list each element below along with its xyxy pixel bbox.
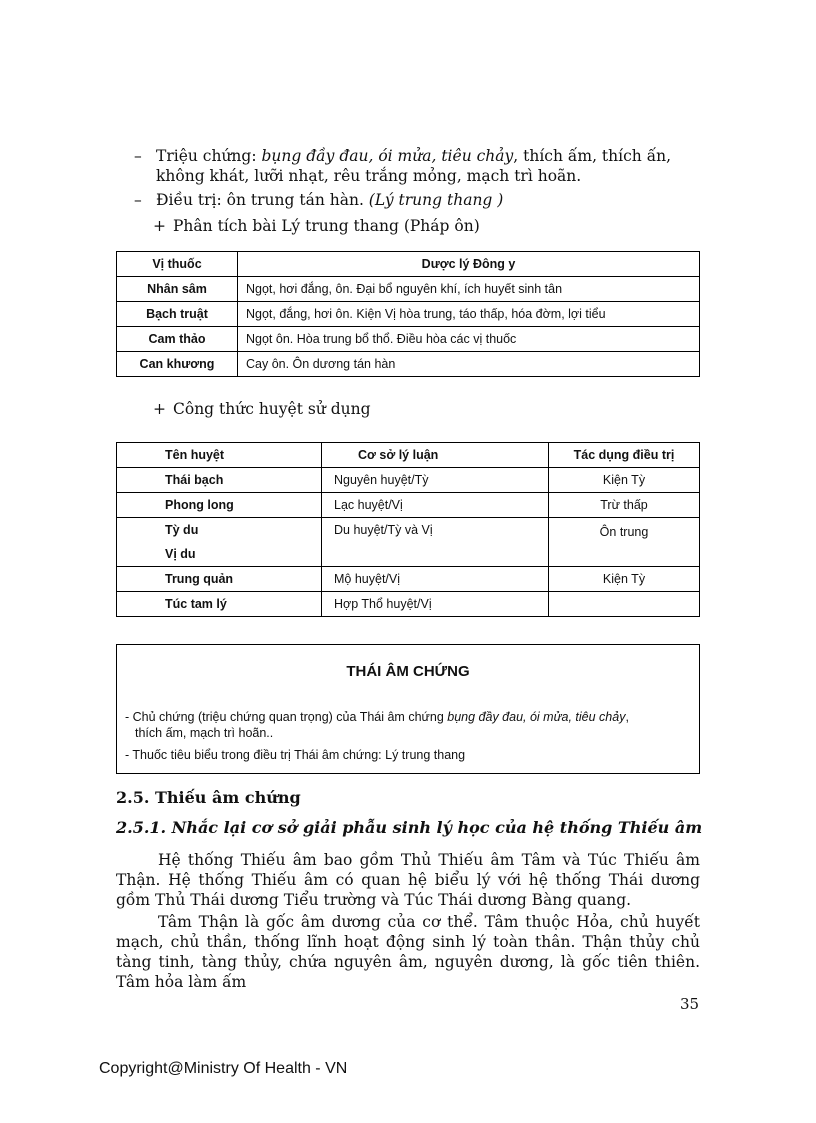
points-header-name: Tên huyệt [117, 443, 322, 468]
plus-bullet: + [153, 400, 166, 418]
section-heading: 2.5. Thiếu âm chứng [116, 788, 301, 807]
point-effect: Trừ thấp [549, 493, 700, 518]
summary-box [116, 644, 700, 774]
point-effect: Ôn trung [549, 518, 700, 567]
table-row [117, 327, 700, 352]
herb-desc: Ngọt, đắng, hơi ôn. Kiện Vị hòa trung, táo thấp, hóa đờm, lợi tiểu [238, 302, 700, 327]
table-row [117, 493, 700, 518]
table-row [117, 352, 700, 377]
herb-table [116, 251, 700, 377]
point-effect: Kiện Tỳ [549, 468, 700, 493]
point-name: Phong long [117, 493, 322, 518]
point-name: Túc tam lý [117, 592, 322, 617]
point-basis: Mộ huyệt/Vị [322, 567, 549, 592]
table-row [117, 518, 700, 567]
point-effect [549, 592, 700, 617]
points-table [116, 442, 700, 617]
herb-desc: Cay ôn. Ôn dương tán hàn [238, 352, 700, 377]
points-header-effect: Tác dụng điều trị [549, 443, 700, 468]
herb-desc: Ngọt, hơi đắng, ôn. Đại bổ nguyên khí, ích huyết sinh tân [238, 277, 700, 302]
herb-header-desc: Dược lý Đông y [238, 252, 700, 277]
page-number: 35 [680, 995, 700, 1013]
treatment-text: Điều trị: ôn trung tán hàn. (Lý trung thang ) [156, 191, 504, 209]
copyright-footer: Copyright@Ministry Of Health - VN [99, 1060, 348, 1077]
dash-bullet: – [134, 191, 142, 209]
point-effect: Kiện Tỳ [549, 567, 700, 592]
herb-name: Cam thảo [117, 327, 238, 352]
herb-name: Can khương [117, 352, 238, 377]
point-basis: Lạc huyệt/Vị [322, 493, 549, 518]
summary-box-title: THÁI ÂM CHỨNG [346, 663, 470, 680]
table-row [117, 277, 700, 302]
points-header-row [117, 443, 700, 468]
points-header-basis: Cơ sở lý luận [322, 443, 549, 468]
table-row [117, 302, 700, 327]
herb-desc: Ngọt ôn. Hòa trung bổ thổ. Điều hòa các vị thuốc [238, 327, 700, 352]
summary-box-chief-complaint: - Chủ chứng (triệu chứng quan trọng) của Thái âm chứng bụng đầy đau, ói mửa, tiêu chảy, thích ấm, mạch trì hoãn.. [125, 710, 629, 740]
herb-name: Bạch truật [117, 302, 238, 327]
analysis-heading: + Phân tích bài Lý trung thang (Pháp ôn) [153, 217, 480, 235]
plus-bullet: + [153, 217, 166, 235]
point-name: Trung quản [117, 567, 322, 592]
paragraph-1: Hệ thống Thiếu âm bao gồm Thủ Thiếu âm Tâm và Túc Thiếu âm Thận. Hệ thống Thiếu âm có quan hệ biểu lý với hệ thống Thái dương gồm Thủ Thái dương Tiểu trường và Túc Thái dương Bàng quang. [116, 851, 700, 909]
symptoms-text: Triệu chứng: bụng đầy đau, ói mửa, tiêu chảy, thích ấm, thích ấn, không khát, lưỡi nhạt, rêu trắng mỏng, mạch trì hoãn. [156, 147, 672, 185]
points-heading: + Công thức huyệt sử dụng [153, 400, 371, 418]
point-basis: Hợp Thổ huyệt/Vị [322, 592, 549, 617]
treatment-item [134, 190, 704, 210]
paragraph-2: Tâm Thận là gốc âm dương của cơ thể. Tâm thuộc Hỏa, chủ huyết mạch, chủ thần, thống lĩnh hoạt động sinh lý toàn thân. Thận thủy chủ tàng tinh, tàng thủy, chứa nguyên âm, nguyên dương, là gốc tiên thiên. Tâm hỏa làm ấm [116, 913, 700, 991]
point-basis: Nguyên huyệt/Tỳ [322, 468, 549, 493]
point-name: Vị du [165, 547, 196, 561]
point-name: Tỳ du [165, 523, 199, 537]
point-basis: Du huyệt/Tỳ và Vị [322, 518, 549, 567]
point-name-pair [117, 518, 322, 567]
table-row [117, 592, 700, 617]
symptoms-item [134, 146, 704, 186]
herb-header-row [117, 252, 700, 277]
dash-bullet: – [134, 147, 142, 165]
herb-name: Nhân sâm [117, 277, 238, 302]
table-row [117, 468, 700, 493]
herb-header-name: Vị thuốc [117, 252, 238, 277]
table-row [117, 567, 700, 592]
summary-box-typical-remedy: - Thuốc tiêu biểu trong điều trị Thái âm chứng: Lý trung thang [125, 748, 466, 762]
subsection-heading: 2.5.1. Nhắc lại cơ sở giải phẫu sinh lý học của hệ thống Thiếu âm [116, 818, 703, 837]
point-name: Thái bạch [117, 468, 322, 493]
